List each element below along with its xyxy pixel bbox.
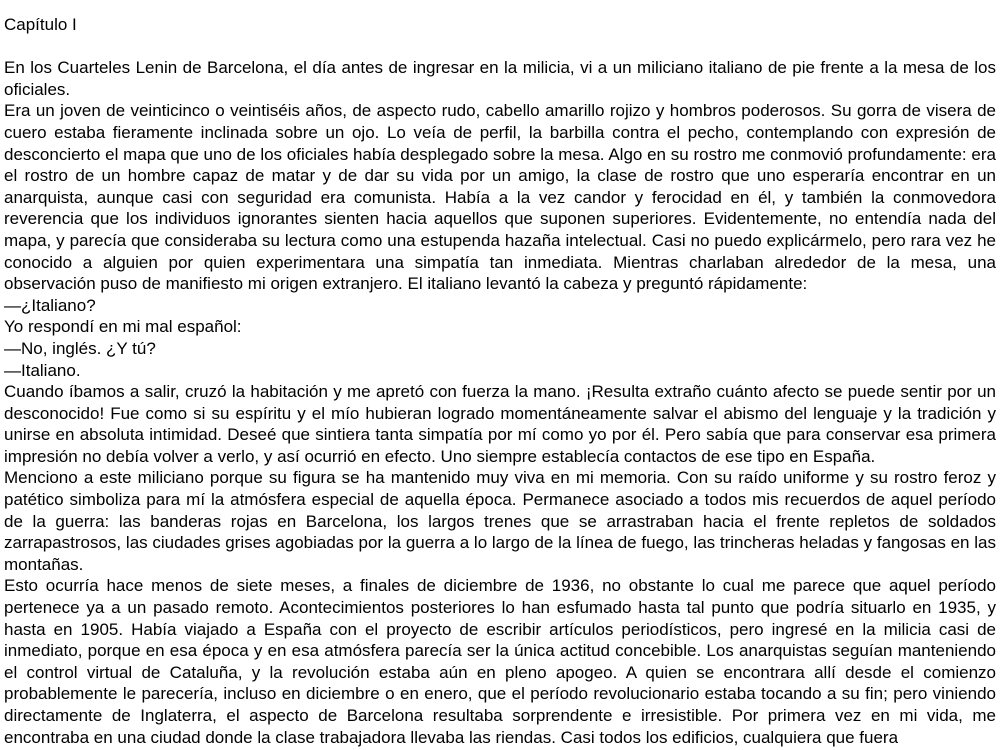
paragraph: Cuando íbamos a salir, cruzó la habitación y me apretó con fuerza la mano. ¡Resulta extraño cuánto afecto se puede sentir por un desconocido! Fue como si su espíritu y el mío hubieran logrado momentáneamente salvar el abismo del lenguaje y la tradición y unirse en absoluta intimidad. Deseé que sintiera tanta simpatía por mí como yo por él. Pero sabía que para conservar esa primera impresión no debía volver a verlo, y así ocurrió en efecto. Uno siempre establecía contactos de ese tipo en España.	[4, 382, 996, 466]
dialogue-line: —Italiano.	[4, 360, 81, 380]
dialogue-line: —No, inglés. ¿Y tú?	[4, 338, 156, 358]
paragraph: Menciono a este miliciano porque su figura se ha mantenido muy viva en mi memoria. Con su raído uniforme y su rostro feroz y patético simboliza para mí la atmósfera especial de aquella época. Permanece asociado a todos mis recuerdos de aquel período de la guerra: las banderas rojas en Barcelona, los largos trenes que se arrastraban hacia el frente repletos de soldados zarrapastrosos, las ciudades grises agobiadas por la guerra a lo largo de la línea de fuego, las trincheras heladas y fangosas en las montañas.	[4, 468, 996, 574]
document-page	[4, 14, 996, 748]
paragraph: Era un joven de veinticinco o veintiséis años, de aspecto rudo, cabello amarillo rojizo y hombros poderosos. Su gorra de visera de cuero estaba fieramente inclinada sobre un ojo. Lo veía de perfil, la barbilla contra el pecho, contemplando con expresión de desconcierto el mapa que uno de los oficiales había desplegado sobre la mesa. Algo en su rostro me conmovió profundamente: era el rostro de un hombre capaz de matar y de dar su vida por un amigo, la clase de rostro que uno esperaría encontrar en un anarquista, aunque casi con seguridad era comunista. Había a la vez candor y ferocidad en él, y también la conmovedora reverencia que los individuos ignorantes sienten hacia aquellos que suponen superiores. Evidentemente, no entendía nada del mapa, y parecía que consideraba su lectura como una estupenda hazaña intelectual. Casi no puedo explicármelo, pero rara vez he conocido a alguien por quien experimentara una simpatía tan inmediata. Mientras charlaban alrededor de la mesa, una observación puso de manifiesto mi origen extranjero. El italiano levantó la cabeza y preguntó rápidamente:	[4, 101, 996, 294]
paragraph: En los Cuarteles Lenin de Barcelona, el día antes de ingresar en la milicia, vi a un miliciano italiano de pie frente a la mesa de los oficiales.	[4, 58, 996, 99]
paragraph: Esto ocurría hace menos de siete meses, a finales de diciembre de 1936, no obstante lo cual me parece que aquel período pertenece ya a un pasado remoto. Acontecimientos posteriores lo han esfumado hasta tal punto que podría situarlo en 1935, y hasta en 1905. Había viajado a España con el proyecto de escribir artículos periodísticos, pero ingresé en la milicia casi de inmediato, porque en esa época y en esa atmósfera parecía ser la única actitud concebible. Los anarquistas seguían manteniendo el control virtual de Cataluña, y la revolución estaba aún en pleno apogeo. A quien se encontrara allí desde el comienzo probablemente le parecería, incluso en diciembre o en enero, que el período revolucionario estaba tocando a su fin; pero viniendo directamente de Inglaterra, el aspecto de Barcelona resultaba sorprendente e irresistible. Por primera vez en mi vida, me encontraba en una ciudad donde la clase trabajadora llevaba las riendas. Casi todos los edificios, cualquiera que fuera	[4, 576, 996, 747]
dialogue-line: —¿Italiano?	[4, 295, 96, 315]
chapter-title: Capítulo I	[4, 15, 77, 34]
paragraph: Yo respondí en mi mal español:	[4, 317, 242, 337]
